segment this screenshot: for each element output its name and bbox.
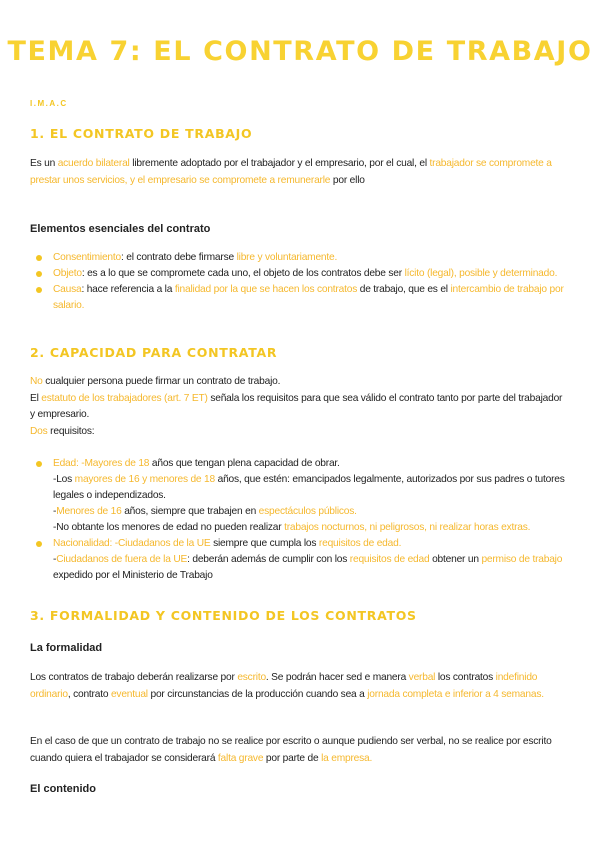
author-initials: I.M.A.C bbox=[30, 99, 68, 108]
bullet-icon bbox=[36, 271, 42, 277]
document-title: TEMA 7: EL CONTRATO DE TRABAJO bbox=[7, 36, 593, 67]
requirements-list bbox=[30, 456, 565, 584]
bullet-icon bbox=[36, 287, 42, 293]
section-2-heading: 2. CAPACIDAD PARA CONTRATAR bbox=[30, 345, 278, 360]
formalidad-paragraph: Los contratos de trabajo deberán realizarse por escrito. Se podrán hacer sed e manera verbal los contratos indefinido ordinario, contrato eventual por circunstancias de la producción cuando sea a jornada completa e inferior a 4 semanas. bbox=[30, 672, 544, 700]
elements-list bbox=[30, 250, 565, 314]
contenido-subheading: El contenido bbox=[30, 783, 96, 795]
list-item-causa: Causa: hace referencia a la finalidad por la que se hacen los contratos de trabajo, que es el intercambio de trabajo por salario. bbox=[30, 282, 565, 314]
list-item-consentimiento: Consentimiento: el contrato debe firmarse libre y voluntariamente. bbox=[30, 250, 565, 266]
falta-grave-paragraph: En el caso de que un contrato de trabajo no se realice por escrito o aunque pudiendo ser verbal, no se realice por escrito cuando quiera el trabajador se considerará falta grave por parte de la empresa. bbox=[30, 736, 552, 764]
section-3-heading: 3. FORMALIDAD Y CONTENIDO DE LOS CONTRATOS bbox=[30, 608, 417, 623]
bullet-icon bbox=[36, 255, 42, 261]
list-item-nacionalidad: Nacionalidad: -Ciudadanos de la UE siempre que cumpla los requisitos de edad. -Ciudadanos de fuera de la UE: deberán además de cumplir con los requisitos de edad obtener un permiso de trabajo expedido por el Ministerio de Trabajo bbox=[30, 536, 565, 584]
list-item-objeto: Objeto: es a lo que se compromete cada uno, el objeto de los contratos debe ser lícito (legal), posible y determinado. bbox=[30, 266, 565, 282]
elements-subheading: Elementos esenciales del contrato bbox=[30, 223, 211, 235]
formalidad-subheading: La formalidad bbox=[30, 642, 103, 654]
capacity-intro: No cualquier persona puede firmar un contrato de trabajo. El estatuto de los trabajadores (art. 7 ET) señala los requisitos para que sea válido el contrato tanto por parte del trabajador y empresario. Dos requisitos: bbox=[30, 376, 563, 437]
section-1-definition: Es un acuerdo bilateral libremente adoptado por el trabajador y el empresario, por el cual, el trabajador se compromete a prestar unos servicios, y el empresario se compromete a remunerarle por ello bbox=[30, 158, 552, 186]
bullet-icon bbox=[36, 541, 42, 547]
bullet-icon bbox=[36, 461, 42, 467]
list-item-edad: Edad: -Mayores de 18 años que tengan plena capacidad de obrar. -Los mayores de 16 y menores de 18 años, que estén: emancipados legalmente, autorizados por sus padres o tutores legales o independizados. -Menores de 16 años, siempre que trabajen en espectáculos públicos. -No obtante los menores de edad no pueden realizar trabajos nocturnos, ni peligrosos, ni realizar horas extras. bbox=[30, 456, 565, 536]
section-1-heading: 1. EL CONTRATO DE TRABAJO bbox=[30, 126, 253, 141]
